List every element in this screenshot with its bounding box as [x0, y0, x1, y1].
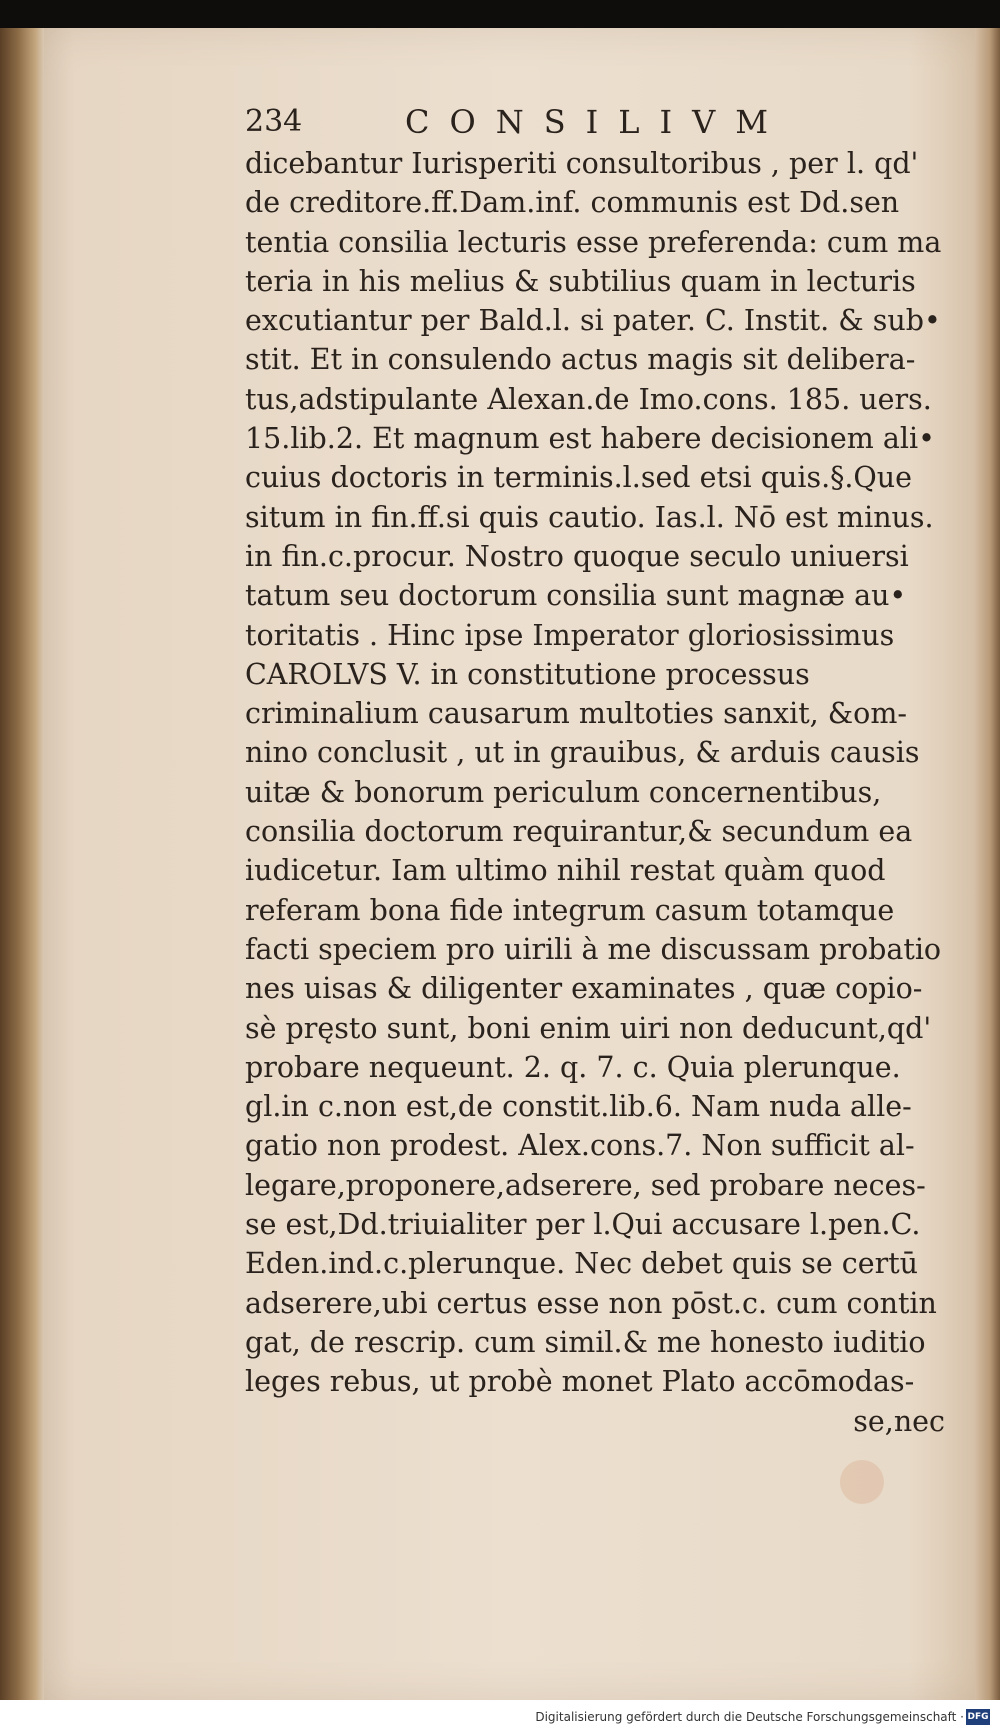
text-line: gatio non prodest. Alex.cons.7. Non sufficit al- [245, 1129, 915, 1163]
running-head [245, 100, 845, 144]
text-line: cuius doctoris in terminis.l.sed etsi quis.§.Que [245, 461, 913, 495]
text-line: gl.in c.non est,de constit.lib.6. Nam nuda alle- [245, 1090, 912, 1124]
text-line: toritatis . Hinc ipse Imperator gloriosissimus [245, 618, 895, 652]
text-line: nes uisas & diligenter examinates , quæ copio- [245, 972, 923, 1006]
text-line: teria in his melius & subtilius quam in lecturis [245, 264, 916, 298]
page-number: 234 [245, 104, 303, 139]
text-line: se est,Dd.triuialiter per l.Qui accusare l.pen.C. [245, 1208, 921, 1242]
scan-top-border [0, 0, 1000, 28]
text-line: adserere,ubi certus esse non pōst.c. cum contin [245, 1286, 937, 1320]
text-line: 15.lib.2. Et magnum est habere decisionem ali• [245, 422, 935, 456]
catchword: se,nec [853, 1404, 945, 1438]
text-line: tatum seu doctorum consilia sunt magnæ au• [245, 579, 907, 613]
text-line: situm in fin.ff.si quis cautio. Ias.l. Nō est minus. [245, 500, 934, 534]
text-line: CAROLVS V. in constitutione processus [245, 657, 810, 691]
digitization-credit [0, 1708, 990, 1728]
book-gutter [0, 28, 44, 1700]
dfg-logo: DFG [966, 1709, 990, 1725]
running-title: CONSILIVM [405, 103, 789, 141]
text-line: iudicetur. Iam ultimo nihil restat quàm quod [245, 854, 886, 888]
text-line: facti speciem pro uirili à me discussam probatio [245, 932, 942, 966]
text-line: referam bona fide integrum casum totamque [245, 893, 895, 927]
text-line: legare,proponere,adserere, sed probare neces- [245, 1168, 926, 1202]
paper-stain [840, 1460, 884, 1504]
text-line: criminalium causarum multoties sanxit, &om- [245, 697, 907, 731]
text-line: dicebantur Iurisperiti consultoribus , per l. qd' [245, 147, 919, 180]
credit-text: Digitalisierung gefördert durch die Deutsche Forschungsgemeinschaft · [535, 1710, 964, 1724]
body-text [245, 144, 945, 1441]
text-line: excutiantur per Bald.l. si pater. C. Instit. & sub• [245, 304, 941, 338]
text-line: probare nequeunt. 2. q. 7. c. Quia plerunque. [245, 1050, 901, 1084]
text-line: nino conclusit , ut in grauibus, & arduis causis [245, 736, 920, 770]
text-line: leges rebus, ut probè monet Plato accōmodas- [245, 1365, 915, 1399]
text-line: stit. Et in consulendo actus magis sit delibera- [245, 343, 916, 377]
text-line: tus,adstipulante Alexan.de Imo.cons. 185. uers. [245, 382, 932, 416]
text-line: Eden.ind.c.plerunque. Nec debet quis se certū [245, 1247, 919, 1281]
text-line: sè pręsto sunt, boni enim uiri non deducunt,qd' [245, 1011, 932, 1045]
text-line: de creditore.ff.Dam.inf. communis est Dd.sen [245, 186, 900, 220]
page-edge [975, 28, 1000, 1700]
text-line: in fin.c.procur. Nostro quoque seculo uniuersi [245, 539, 909, 573]
text-line: tentia consilia lecturis esse preferenda: cum ma [245, 225, 942, 259]
text-line: uitæ & bonorum periculum concernentibus, [245, 775, 882, 809]
text-line: consilia doctorum requirantur,& secundum ea [245, 815, 913, 849]
text-line: gat, de rescrip. cum simil.& me honesto iuditio [245, 1325, 926, 1359]
